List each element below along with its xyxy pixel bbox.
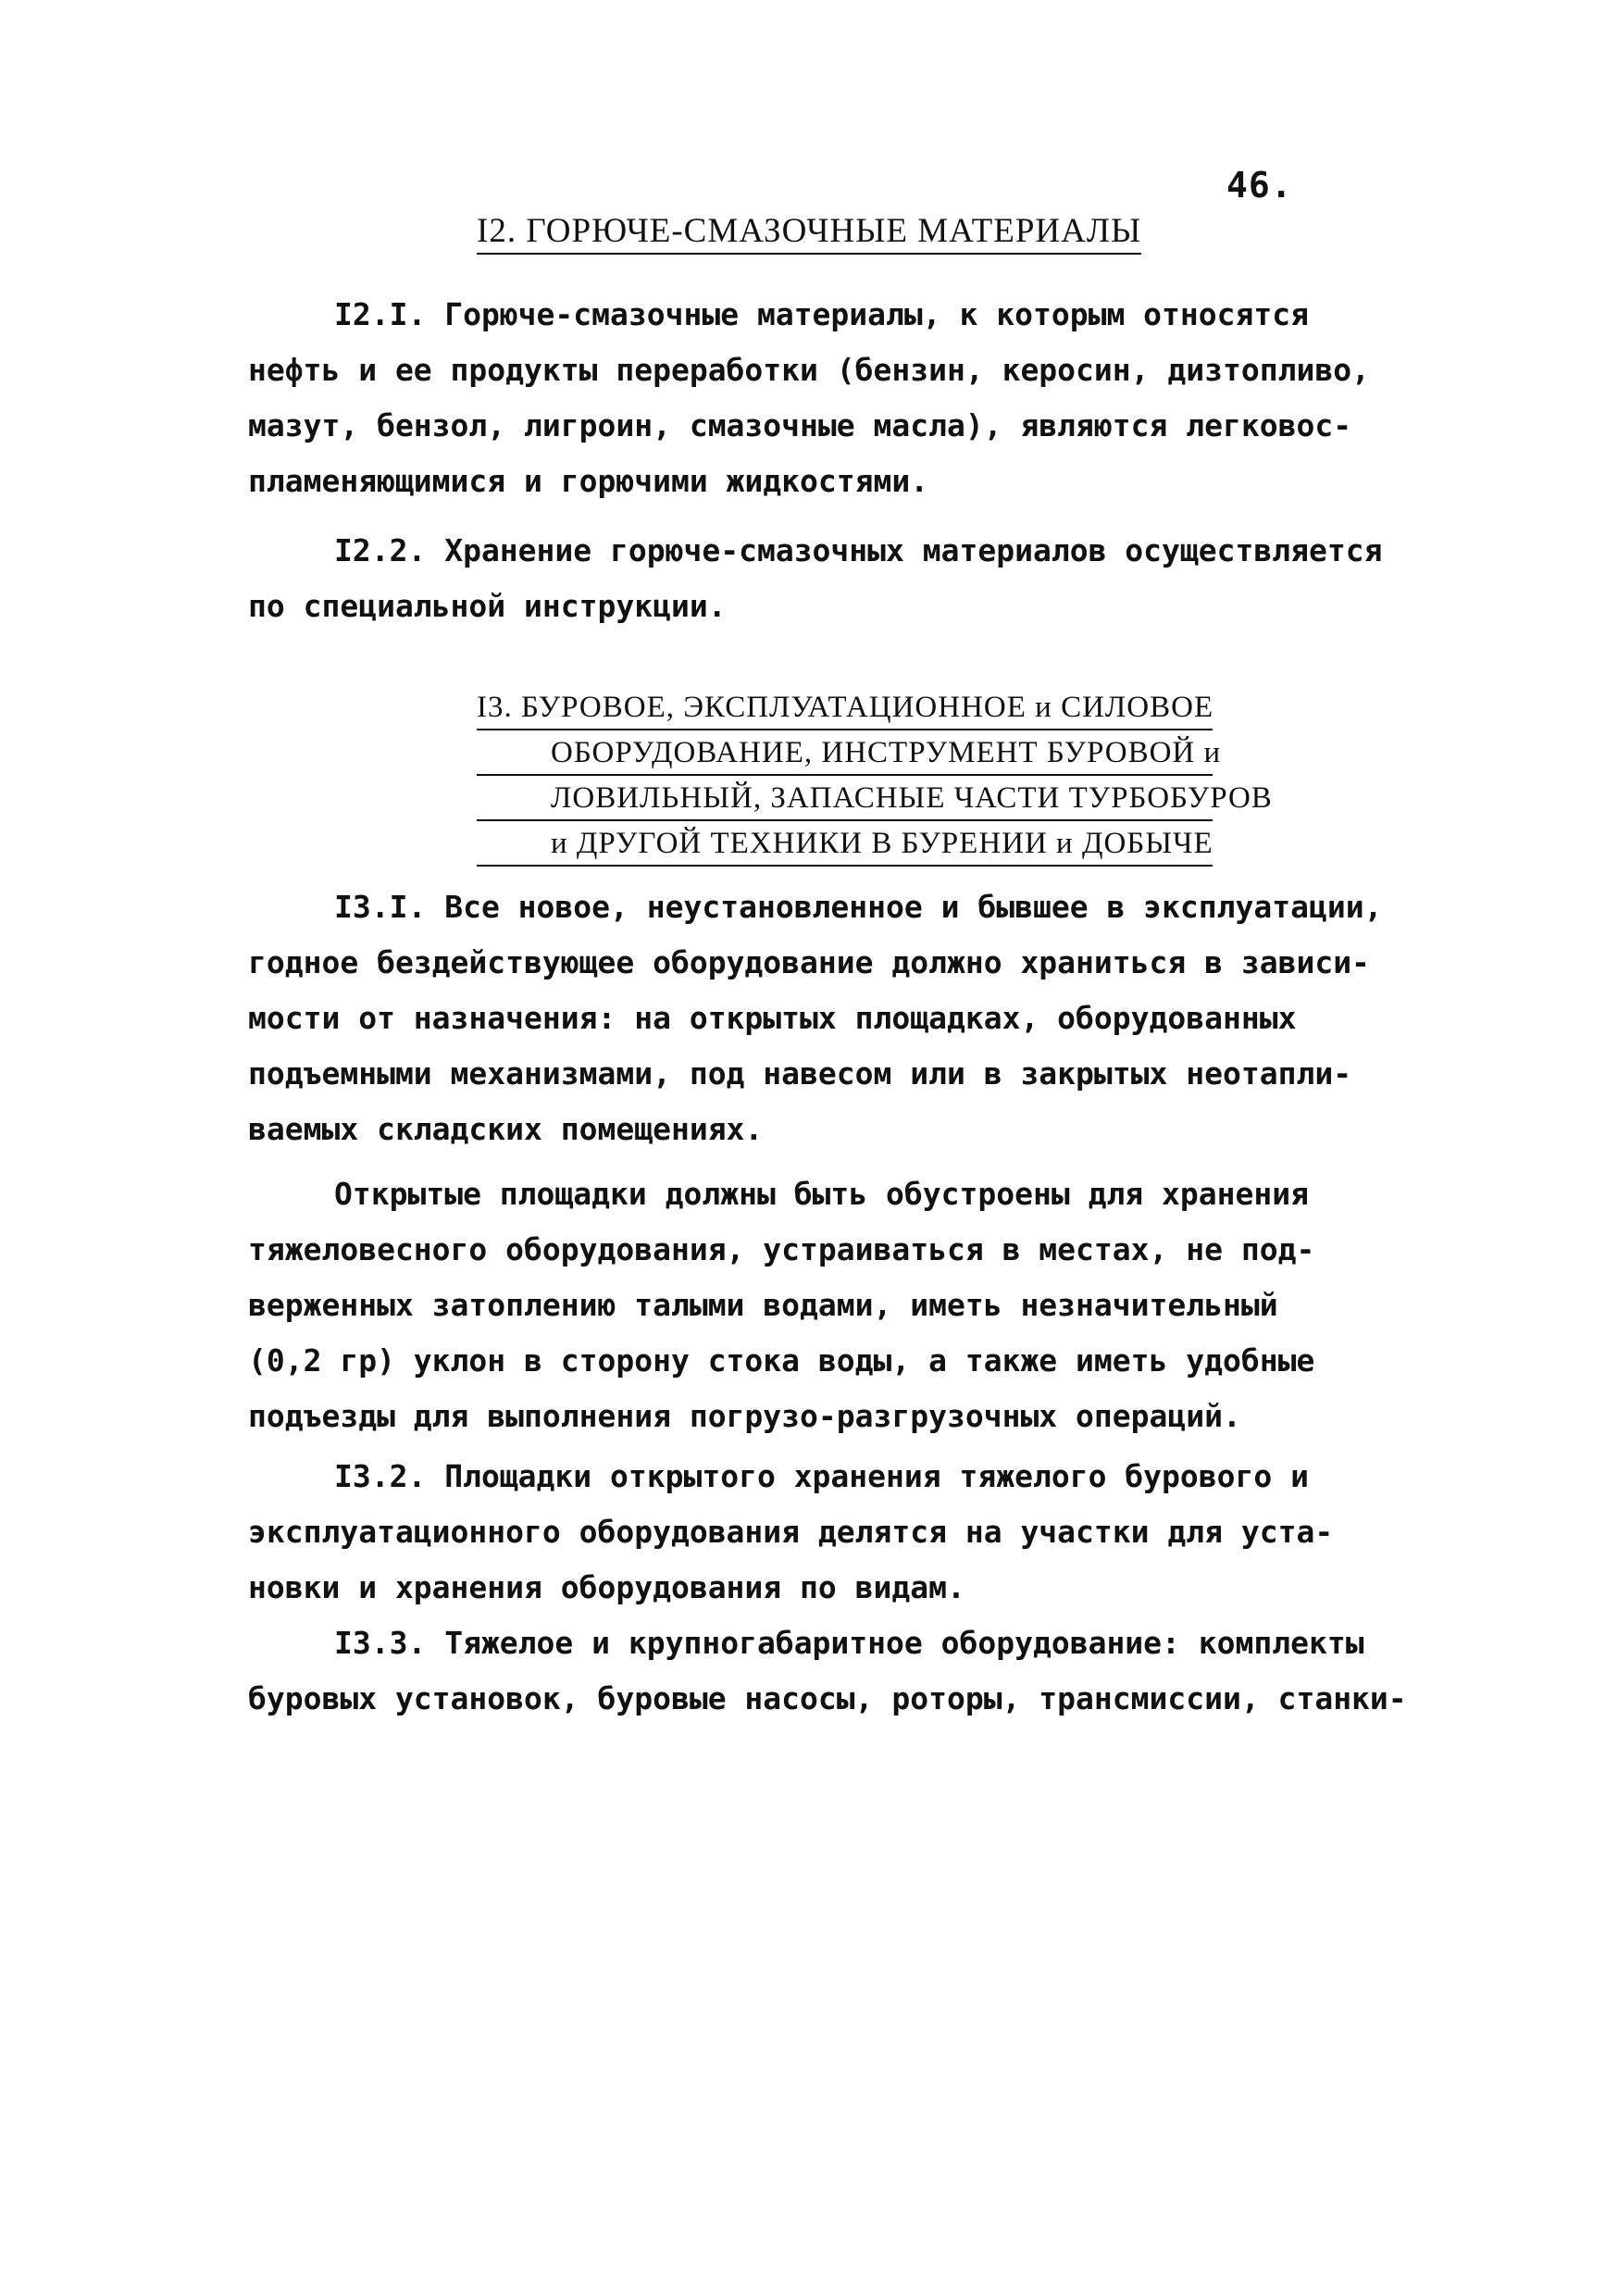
heading-line: и ДРУГОЙ ТЕХНИКИ В БУРЕНИИ и ДОБЫЧЕ (477, 821, 1213, 867)
text-line: подъемными механизмами, под навесом или в закрытых неотапли- (248, 1055, 1352, 1092)
text-line: новки и хранения оборудования по видам. (248, 1569, 965, 1605)
heading-line: ЛОВИЛЬНЫЙ, ЗАПАСНЫЕ ЧАСТИ ТУРБОБУРОВ (477, 776, 1213, 821)
text-line: I3.I. Все новое, неустановленное и бывшее в эксплуатации, (334, 889, 1383, 925)
paragraph-12-2 (248, 523, 1383, 634)
text-line: мазут, бензол, лигроин, смазочные масла), являются легковос- (248, 407, 1352, 443)
paragraph-13-3 (248, 1616, 1407, 1727)
heading-line: ОБОРУДОВАНИЕ, ИНСТРУМЕНТ БУРОВОЙ и (477, 730, 1213, 776)
text-line: пламеняющимися и горючими жидкостями. (248, 463, 929, 499)
text-line: буровых установок, буровые насосы, роторы, трансмиссии, станки- (248, 1680, 1407, 1716)
paragraph-13-1 (248, 880, 1383, 1157)
text-line: подъезды для выполнения погрузо-разгрузочных операций. (248, 1398, 1241, 1434)
text-line: верженных затоплению талыми водами, иметь незначительный (248, 1287, 1278, 1323)
paragraph-13-1-cont (248, 1167, 1373, 1444)
page-number: 46. (1226, 165, 1293, 206)
text-line: I3.2. Площадки открытого хранения тяжелого бурового и (334, 1458, 1309, 1494)
text-line: I3.3. Тяжелое и крупногабаритное оборудование: комплекты (334, 1625, 1364, 1661)
text-line: Открытые площадки должны быть обустроены для хранения (334, 1176, 1309, 1212)
text-line: ваемых складских помещениях. (248, 1111, 764, 1147)
text-line: I2.2. Хранение горюче-смазочных материалов осуществляется (334, 532, 1383, 568)
text-line: эксплуатационного оборудования делятся на участки для уста- (248, 1514, 1334, 1550)
text-line: тяжеловесного оборудования, устраиваться в местах, не под- (248, 1231, 1315, 1267)
paragraph-13-2 (248, 1449, 1373, 1616)
text-line: I2.I. Горюче-смазочные материалы, к которым относятся (334, 296, 1309, 332)
paragraph-12-1 (248, 287, 1373, 509)
text-line: (0,2 гр) уклон в сторону стока воды, а также иметь удобные (248, 1342, 1315, 1379)
section-13-heading (477, 685, 1273, 867)
heading-line: I3. БУРОВОЕ, ЭКСПЛУАТАЦИОННОЕ и СИЛОВОЕ (477, 685, 1213, 730)
text-line: мости от назначения: на открытых площадках, оборудованных (248, 1000, 1297, 1036)
section-12-heading: I2. ГОРЮЧЕ-СМАЗОЧНЫЕ МАТЕРИАЛЫ (477, 211, 1141, 255)
text-line: по специальной инструкции. (248, 588, 727, 624)
text-line: годное бездействующее оборудование должно храниться в зависи- (248, 944, 1370, 980)
text-line: нефть и ее продукты переработки (бензин, керосин, дизтопливо, (248, 352, 1370, 388)
